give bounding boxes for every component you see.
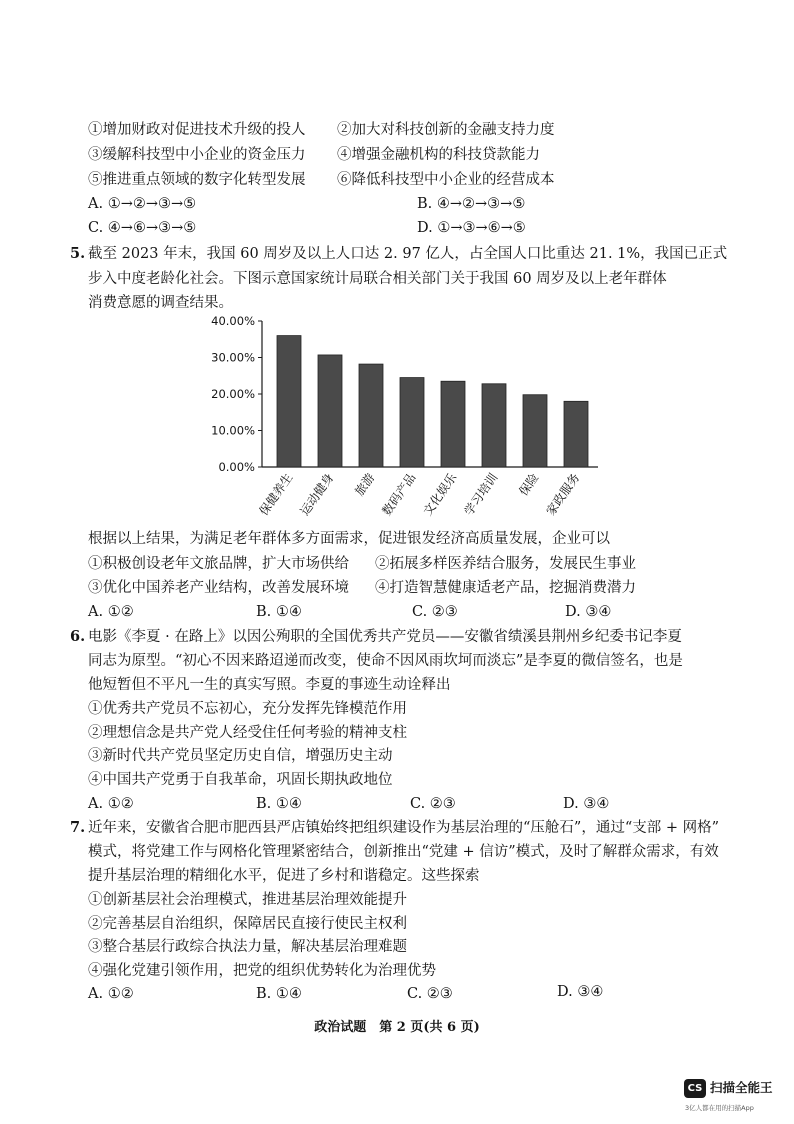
bar — [564, 401, 588, 467]
q6-option-a: A. ①② — [88, 796, 134, 812]
q4-option-c: C. ④→⑥→③→⑤ — [88, 220, 197, 236]
q7-option-d: D. ③④ — [557, 984, 604, 1000]
x-category-label: 学习培训 — [461, 470, 501, 519]
q4-item-3: ③缓解科技型中小企业的资金压力 — [88, 147, 306, 163]
consumption-intent-bar-chart — [200, 308, 620, 533]
x-category-label: 运动健身 — [297, 470, 337, 519]
q7-item-4: ④强化党建引领作用，把党的组织优势转化为治理优势 — [88, 963, 436, 979]
q6-item-1: ①优秀共产党员不忘初心，充分发挥先锋模范作用 — [88, 701, 407, 717]
bar — [277, 336, 301, 467]
y-tick-label: 40.00% — [211, 314, 255, 328]
x-category-label: 家政服务 — [543, 470, 583, 519]
q7-stem-line-3: 提升基层治理的精细化水平，促进了乡村和谐稳定。这些探索 — [88, 868, 480, 884]
q4-item-1: ①增加财政对促进技术升级的投人 — [88, 122, 306, 138]
page-footer: 政治试题 第 2 页(共 6 页) — [314, 1020, 480, 1035]
q4-item-6: ⑥降低科技型中小企业的经营成本 — [337, 172, 555, 188]
q7-item-1: ①创新基层社会治理模式，推进基层治理效能提升 — [88, 892, 407, 908]
q5-number: 5. — [70, 245, 86, 262]
y-tick-label: 30.00% — [211, 350, 255, 365]
q5-item-1: ①积极创设老年文旅品牌，扩大市场供给 — [88, 556, 349, 572]
q6-item-3: ③新时代共产党员坚定历史自信，增强历史主动 — [88, 748, 393, 764]
bar — [482, 384, 506, 467]
y-tick-label: 10.00% — [211, 423, 255, 438]
q7-stem-line-1: 近年来，安徽省合肥市肥西县严店镇始终把组织建设作为基层治理的“压舱石”，通过“支部 + 网格” — [88, 820, 720, 836]
q5-item-4: ④打造智慧健康适老产品，挖掘消费潜力 — [375, 580, 636, 596]
q5-item-3: ③优化中国养老产业结构，改善发展环境 — [88, 580, 349, 596]
q4-item-4: ④增强金融机构的科技贷款能力 — [337, 147, 540, 163]
q6-stem-line-1: 电影《李夏 · 在路上》以因公殉职的全国优秀共产党员——安徽省绩溪县荆州乡纪委书记李夏 — [88, 629, 682, 645]
x-category-label: 文化娱乐 — [420, 470, 460, 519]
q4-option-d: D. ①→③→⑥→⑤ — [417, 220, 526, 236]
bar — [359, 364, 383, 467]
q7-number: 7. — [70, 819, 86, 836]
q4-option-b: B. ④→②→③→⑤ — [417, 196, 526, 212]
q6-item-2: ②理想信念是共产党人经受住任何考验的精神支柱 — [88, 725, 407, 741]
q6-stem-line-2: 同志为原型。“初心不因来路迢递而改变，使命不因风雨坎坷而淡忘”是李夏的微信签名，也是 — [88, 653, 683, 669]
q4-option-a: A. ①→②→③→⑤ — [88, 196, 197, 212]
q6-option-d: D. ③④ — [563, 796, 610, 812]
q7-option-b: B. ①④ — [256, 986, 302, 1002]
q6-stem-line-3: 他短暂但不平凡一生的真实写照。李夏的事迹生动诠释出 — [88, 677, 451, 693]
q6-option-b: B. ①④ — [256, 796, 302, 812]
q7-option-a: A. ①② — [88, 986, 134, 1002]
x-category-label: 数码产品 — [379, 470, 419, 519]
bar — [400, 378, 424, 467]
bar — [318, 355, 342, 467]
scanner-app-name: 扫描全能王 — [710, 1080, 773, 1095]
x-category-label: 旅游 — [352, 470, 378, 499]
scanner-tagline: 3亿人都在用的扫描App — [685, 1104, 754, 1112]
bar — [523, 395, 547, 467]
q4-item-5: ⑤推进重点领域的数字化转型发展 — [88, 172, 306, 188]
q5-stem-line-2: 步入中度老龄化社会。下图示意国家统计局联合相关部门关于我国 60 周岁及以上老年群体 — [88, 271, 667, 287]
q7-option-c: C. ②③ — [407, 986, 453, 1002]
q6-number: 6. — [70, 628, 86, 645]
scanner-watermark — [684, 1076, 784, 1116]
scanner-logo-icon: CS — [684, 1079, 706, 1098]
q5-option-b: B. ①④ — [256, 604, 302, 620]
q5-option-a: A. ①② — [88, 604, 134, 620]
q7-item-3: ③整合基层行政综合执法力量，解决基层治理难题 — [88, 939, 407, 955]
q6-item-4: ④中国共产党勇于自我革命，巩固长期执政地位 — [88, 772, 393, 788]
q7-item-2: ②完善基层自治组织，保障居民直接行使民主权利 — [88, 916, 407, 932]
q5-item-2: ②拓展多样医养结合服务，发展民生事业 — [375, 556, 636, 572]
y-tick-label: 0.00% — [218, 460, 255, 474]
q6-option-c: C. ②③ — [410, 796, 456, 812]
q5-option-c: C. ②③ — [412, 604, 458, 620]
q5-option-d: D. ③④ — [565, 604, 612, 620]
q7-stem-line-2: 模式，将党建工作与网格化管理紧密结合，创新推出“党建 + 信访”模式，及时了解群众需求，有效 — [88, 844, 719, 860]
x-category-label: 保健养生 — [256, 470, 296, 519]
q5-stem-line-3: 消费意愿的调查结果。 — [88, 295, 233, 311]
y-tick-label: 20.00% — [211, 387, 255, 401]
bar — [441, 381, 465, 467]
q5-prompt: 根据以上结果，为满足老年群体多方面需求，促进银发经济高质量发展，企业可以 — [88, 531, 610, 547]
q4-item-2: ②加大对科技创新的金融支持力度 — [337, 122, 555, 138]
x-category-label: 保险 — [516, 470, 542, 499]
q5-stem-line-1: 截至 2023 年末，我国 60 周岁及以上人口达 2. 97 亿人，占全国人口比重达 21. 1%，我国已正式 — [88, 246, 728, 262]
